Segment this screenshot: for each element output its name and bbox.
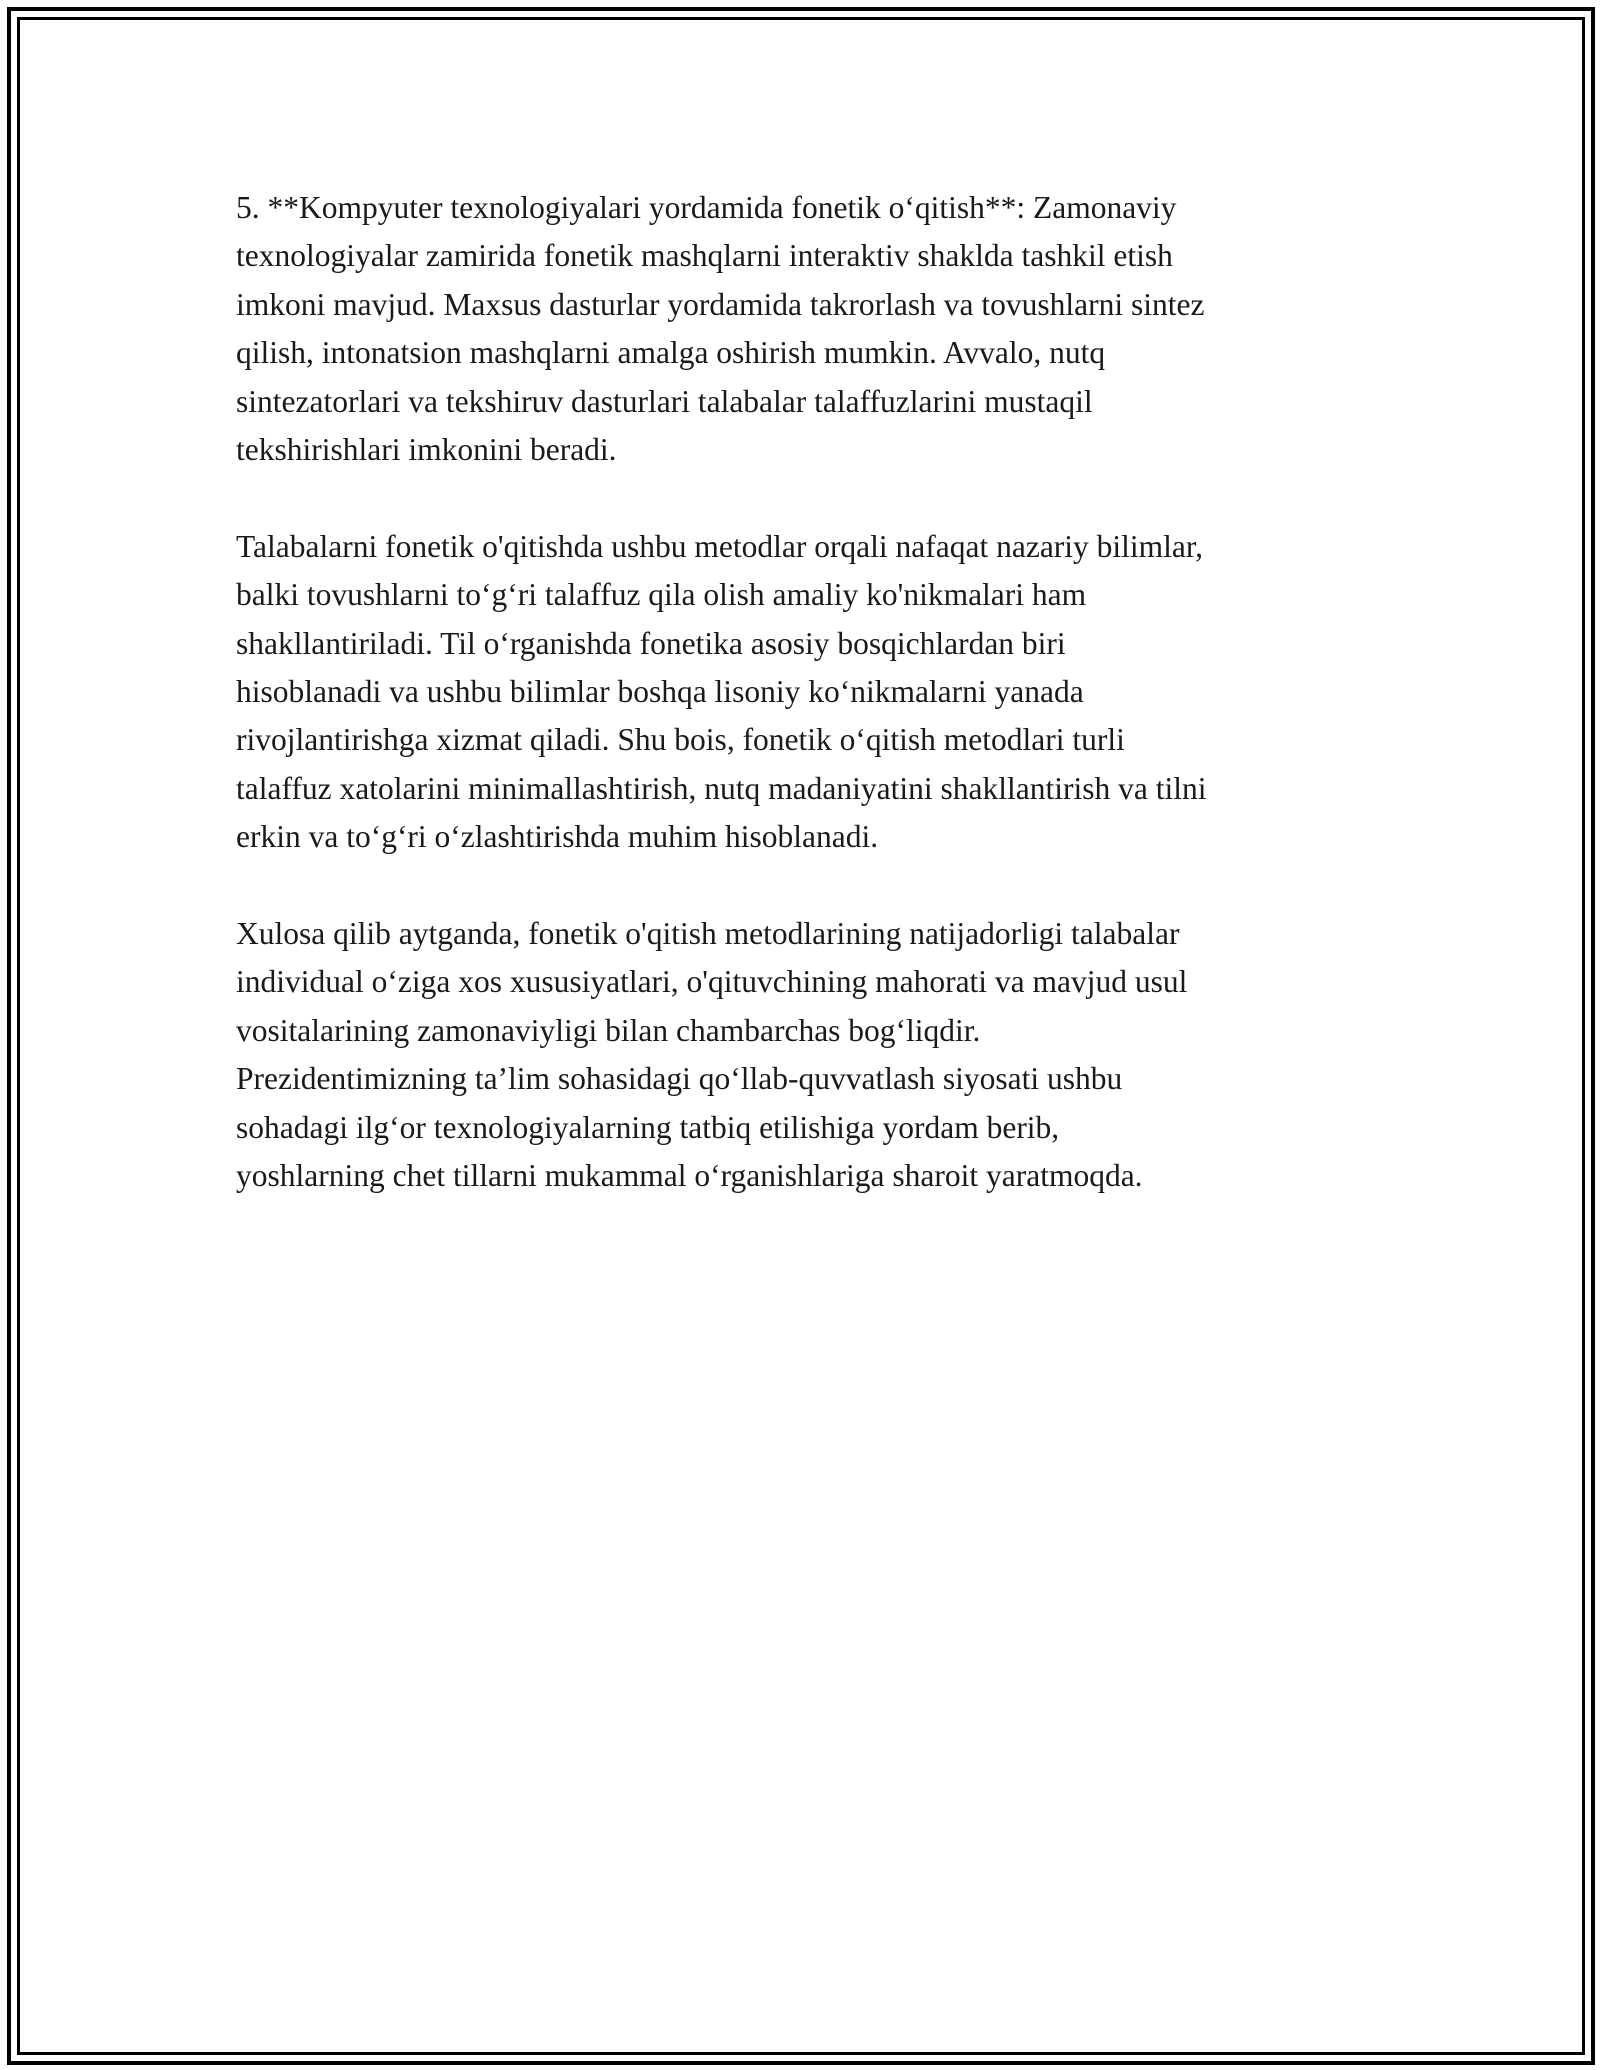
paragraph-conclusion: Xulosa qilib aytganda, fonetik o'qitish metodlarining natijadorligi talabalar individual o‘ziga xos xususiyatlari, o'qituvchining mahorati va mavjud usul vositalarining zamonaviyligi bilan chambarchas bog‘liqdir. Prezidentimizning ta’lim sohasidagi qo‘llab-quvvatlash siyosati ushbu sohadagi ilg‘or texnologiyalarning tatbiq etilishiga yordam berib, yoshlarning chet tillarni mukammal o‘rganishlariga sharoit yaratmoqda. <box>236 916 1188 1194</box>
document-body <box>236 184 1376 1249</box>
paragraph-computer-technologies: 5. **Kompyuter texnologiyalari yordamida fonetik o‘qitish**: Zamonaviy texnologiyalar zamirida fonetik mashqlarni interaktiv shaklda tashkil etish imkoni mavjud. Maxsus dasturlar yordamida takrorlash va tovushlarni sintez qilish, intonatsion mashqlarni amalga oshirish mumkin. Avvalo, nutq sintezatorlari va tekshiruv dasturlari talabalar talaffuzlarini mustaqil tekshirishlari imkonini beradi. <box>236 190 1205 468</box>
paragraph-phonetic-methods: Talabalarni fonetik o'qitishda ushbu metodlar orqali nafaqat nazariy bilimlar, balki tovushlarni to‘g‘ri talaffuz qila olish amaliy ko'nikmalari ham shakllantiriladi. Til o‘rganishda fonetika asosiy bosqichlardan biri hisoblanadi va ushbu bilimlar boshqa lisoniy ko‘nikmalarni yanada rivojlantirishga xizmat qiladi. Shu bois, fonetik o‘qitish metodlari turli talaffuz xatolarini minimallashtirish, nutq madaniyatini shakllantirish va tilni erkin va to‘g‘ri o‘zlashtirishda muhim hisoblanadi. <box>236 528 1207 855</box>
